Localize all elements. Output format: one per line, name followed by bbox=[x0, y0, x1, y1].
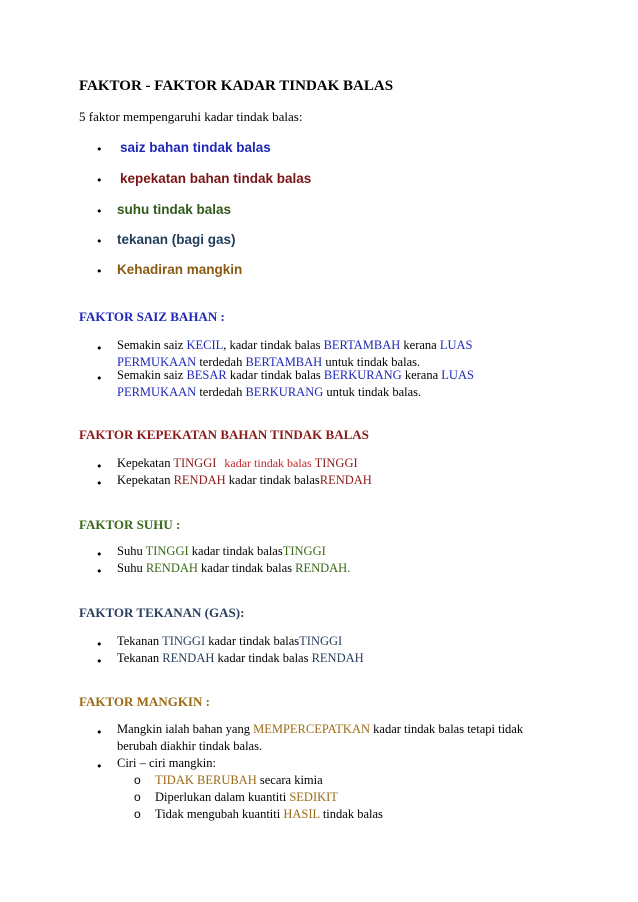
text: Suhu bbox=[117, 544, 146, 558]
text-permukaan: PERMUKAAN bbox=[117, 385, 197, 399]
text: tindak balas bbox=[319, 807, 383, 821]
text: terdedah bbox=[196, 355, 246, 369]
text-berkurang: BERKURANG bbox=[323, 368, 402, 382]
bullet-icon: • bbox=[96, 460, 103, 473]
text-rendah: RENDAH bbox=[311, 651, 364, 665]
text: Tidak mengubah kuantiti bbox=[155, 807, 284, 821]
bullet-icon: • bbox=[96, 638, 103, 651]
bullet-icon: • bbox=[96, 548, 103, 561]
bullet-icon: • bbox=[96, 265, 103, 278]
mangkin-sub-3 bbox=[155, 807, 383, 822]
text-luas: LUAS bbox=[439, 338, 473, 352]
sub-bullet-icon: o bbox=[134, 790, 141, 804]
text-kadar: kadar tindak balas bbox=[224, 456, 312, 470]
bullet-icon: • bbox=[96, 205, 103, 218]
text: kadar tindak balas bbox=[226, 368, 324, 382]
bullet-icon: • bbox=[96, 174, 103, 187]
mangkin-sub-2 bbox=[155, 790, 338, 805]
bullet-icon: • bbox=[96, 760, 103, 773]
text: kadar tindak balas bbox=[225, 473, 320, 487]
saiz-bullet-2-line-1 bbox=[117, 368, 474, 383]
text: kadar tindak balas bbox=[188, 544, 283, 558]
text: Semakin saiz bbox=[117, 338, 187, 352]
text: Kepekatan bbox=[117, 456, 174, 470]
mangkin-bullet-2: Ciri – ciri mangkin: bbox=[117, 756, 216, 770]
section-heading-kepekatan: FAKTOR KEPEKATAN BAHAN TINDAK BALAS bbox=[79, 427, 369, 442]
text-permukaan: PERMUKAAN bbox=[117, 355, 197, 369]
bullet-icon: • bbox=[96, 143, 103, 156]
text-besar: BESAR bbox=[186, 368, 227, 382]
text-luas: LUAS bbox=[441, 368, 474, 382]
text-tinggi: TINGGI bbox=[162, 634, 206, 648]
section-heading-mangkin: FAKTOR MANGKIN : bbox=[79, 694, 210, 709]
text-hasil: HASIL bbox=[283, 807, 320, 821]
text: Suhu bbox=[117, 561, 146, 575]
text-kecil: KECIL bbox=[186, 338, 224, 352]
text-tinggi: TINGGI bbox=[282, 544, 326, 558]
text: Mangkin ialah bahan yang bbox=[117, 722, 254, 736]
text: Kepekatan bbox=[117, 473, 174, 487]
text: terdedah bbox=[196, 385, 246, 399]
text: kadar tindak balas tetapi tidak bbox=[370, 722, 524, 736]
text-tinggi: TINGGI bbox=[173, 456, 217, 470]
saiz-bullet-2-line-2 bbox=[117, 385, 421, 400]
text-tinggi: TINGGI bbox=[311, 456, 358, 470]
bullet-icon: • bbox=[96, 477, 103, 490]
text: kadar tindak balas bbox=[197, 561, 296, 575]
suhu-bullet-1 bbox=[117, 544, 326, 559]
mangkin-bullet-1-line-1 bbox=[117, 722, 523, 737]
suhu-bullet-2 bbox=[117, 561, 350, 576]
factor-item: Kehadiran mangkin bbox=[117, 262, 243, 277]
tekanan-bullet-2 bbox=[117, 651, 364, 666]
text: untuk tindak balas. bbox=[323, 385, 422, 399]
bullet-icon: • bbox=[96, 235, 103, 248]
tekanan-bullet-1 bbox=[117, 634, 342, 649]
bullet-icon: • bbox=[96, 565, 103, 578]
section-heading-saiz: FAKTOR SAIZ BAHAN : bbox=[79, 309, 225, 324]
text: , kadar tindak balas bbox=[223, 338, 324, 352]
text: Diperlukan dalam kuantiti bbox=[155, 790, 290, 804]
text: kadar tindak balas bbox=[214, 651, 312, 665]
text-rendah: RENDAH bbox=[162, 651, 215, 665]
sub-bullet-icon: o bbox=[134, 807, 141, 821]
factor-item: saiz bahan tindak balas bbox=[120, 140, 271, 155]
text-tinggi: TINGGI bbox=[145, 544, 189, 558]
saiz-bullet-1-line-1 bbox=[117, 338, 473, 353]
mangkin-sub-1 bbox=[155, 773, 323, 788]
bullet-icon: • bbox=[96, 372, 103, 385]
text: kadar tindak balas bbox=[205, 634, 300, 648]
page-title: FAKTOR - FAKTOR KADAR TINDAK BALAS bbox=[79, 78, 394, 94]
sub-bullet-icon: o bbox=[134, 773, 141, 787]
factor-item: suhu tindak balas bbox=[117, 202, 232, 217]
text-mempercepatkan: MEMPERCEPATKAN bbox=[253, 722, 371, 736]
text-tidak-berubah: TIDAK BERUBAH bbox=[155, 773, 257, 787]
mangkin-bullet-1-line-2: berubah diakhir tindak balas. bbox=[117, 739, 263, 753]
text: secara kimia bbox=[256, 773, 323, 787]
kepekatan-bullet-1 bbox=[117, 456, 358, 471]
bullet-icon: • bbox=[96, 342, 103, 355]
text: Tekanan bbox=[117, 651, 163, 665]
text-rendah: RENDAH bbox=[173, 473, 226, 487]
text-rendah: RENDAH. bbox=[295, 561, 351, 575]
text-berkurang: BERKURANG bbox=[245, 385, 324, 399]
text: kerana bbox=[400, 338, 440, 352]
factor-item: tekanan (bagi gas) bbox=[117, 232, 236, 247]
section-heading-tekanan: FAKTOR TEKANAN (GAS): bbox=[79, 605, 245, 620]
bullet-icon: • bbox=[96, 726, 103, 739]
text: kerana bbox=[401, 368, 442, 382]
bullet-icon: • bbox=[96, 655, 103, 668]
intro-text: 5 faktor mempengaruhi kadar tindak balas: bbox=[79, 109, 303, 124]
kepekatan-bullet-2 bbox=[117, 473, 372, 488]
factor-item: kepekatan bahan tindak balas bbox=[120, 171, 312, 186]
text-tinggi: TINGGI bbox=[299, 634, 343, 648]
text-rendah: RENDAH bbox=[145, 561, 198, 575]
text-rendah: RENDAH bbox=[319, 473, 372, 487]
section-heading-suhu: FAKTOR SUHU : bbox=[79, 517, 181, 532]
text-sedikit: SEDIKIT bbox=[289, 790, 338, 804]
text: Tekanan bbox=[117, 634, 163, 648]
text-bertambah: BERTAMBAH bbox=[323, 338, 401, 352]
text: Semakin saiz bbox=[117, 368, 187, 382]
text-bertambah: BERTAMBAH bbox=[245, 355, 323, 369]
text: untuk tindak balas. bbox=[322, 355, 421, 369]
